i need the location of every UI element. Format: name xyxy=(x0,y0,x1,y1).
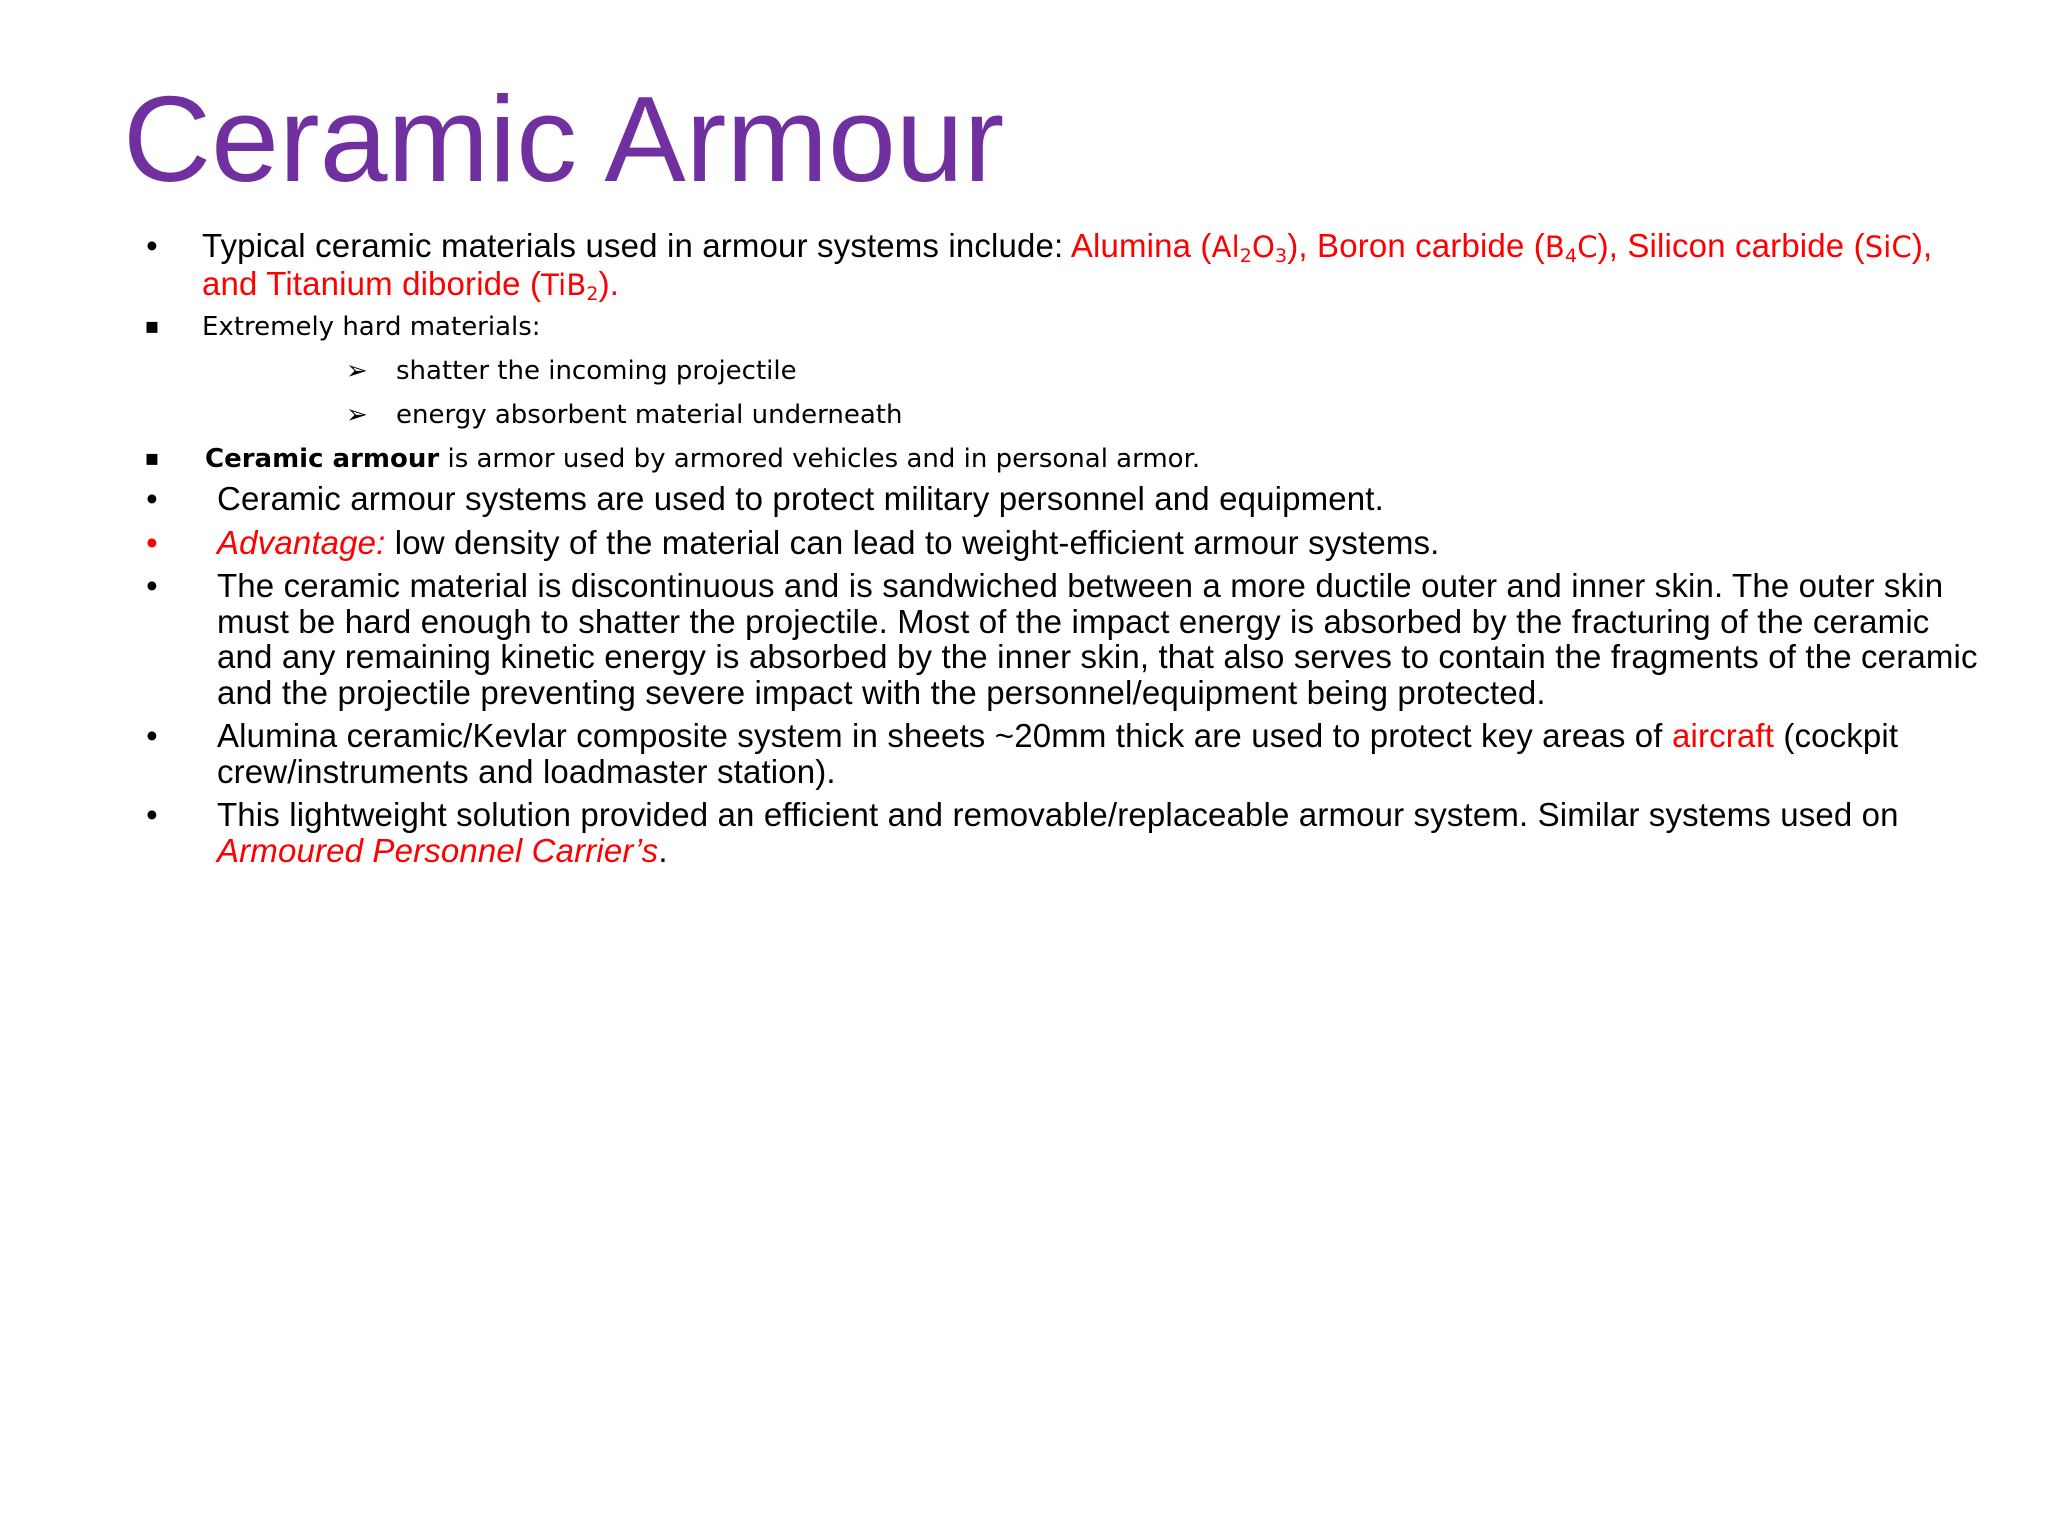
bullet-text-part: This lightweight solution provided an efficient and removable/replaceable armour system. Similar systems used on xyxy=(217,796,1899,833)
bullet-text xyxy=(202,228,1988,303)
bullet-dot-marker: • xyxy=(146,717,158,754)
slide-title: Ceramic Armour xyxy=(123,71,1005,207)
bullet-text-intro: Typical ceramic materials used in armour systems include: xyxy=(202,227,1071,264)
material-titanium-diboride: ), and Titanium diboride ( xyxy=(202,227,1933,302)
bullet-sandwich-structure xyxy=(0,568,2048,710)
bullet-text-part: Alumina ceramic/Kevlar composite system in sheets ~20mm thick are used to protect key areas of xyxy=(217,717,1672,754)
sub-item-text: shatter the incoming projectile xyxy=(396,356,797,386)
bullet-materials xyxy=(0,228,2048,303)
bullet-dot-marker: • xyxy=(146,567,158,604)
bullet-dot-marker: • xyxy=(146,523,158,561)
bullet-dot-marker: • xyxy=(146,480,158,517)
bullet-text xyxy=(217,525,1988,561)
bullet-text: The ceramic material is discontinuous and is sandwiched between a more ductile outer and inner skin. The outer skin must be hard enough to shatter the projectile. Most of the impact energy is absorbed by the fracturing of the ceramic and any remaining kinetic energy is absorbed by the inner skin, that also serves to contain the fragments of the ceramic and the projectile preventing severe impact with the personnel/equipment being protected. xyxy=(217,567,1978,711)
advantage-label: Advantage: xyxy=(217,523,386,561)
bullet-hard-materials xyxy=(0,305,2048,349)
bullet-square-marker: ▪ xyxy=(144,314,160,339)
arrow-bullet-icon: ➢ xyxy=(346,400,368,430)
formula-alumina: $Al_2O_3$ xyxy=(1211,230,1288,267)
bullet-text xyxy=(217,718,1988,789)
materials-end: ). xyxy=(598,264,620,302)
bullet-lightweight-solution xyxy=(0,797,2048,868)
material-alumina: Alumina ( xyxy=(1070,227,1212,264)
bullet-square-marker: ▪ xyxy=(144,446,160,471)
sub-item-absorbent xyxy=(0,393,2048,437)
bullet-text: Extremely hard materials: xyxy=(202,312,541,342)
material-silicon-carbide: ), Silicon carbide ( xyxy=(1597,227,1865,264)
material-boron-carbide: ), Boron carbide ( xyxy=(1287,227,1545,264)
sub-item-shatter xyxy=(0,349,2048,393)
bullet-dot-marker: • xyxy=(146,796,158,833)
bullet-text xyxy=(205,437,1988,481)
bullet-advantage xyxy=(0,525,2048,561)
bullet-alumina-kevlar xyxy=(0,718,2048,789)
formula-titanium-diboride: TiB$_2$ xyxy=(541,267,599,305)
sub-item-text: energy absorbent material underneath xyxy=(396,400,903,430)
bullet-text-part: . xyxy=(658,831,668,869)
bullet-text-part: (cockpit crew/instruments and loadmaster station). xyxy=(217,717,1899,790)
term-ceramic-armour: Ceramic armour xyxy=(205,444,440,474)
bullet-ceramic-armour-definition xyxy=(0,437,2048,481)
bullet-text xyxy=(217,797,1988,868)
bullet-list xyxy=(0,228,2048,868)
bullet-text: Ceramic armour systems are used to protect military personnel and equipment. xyxy=(217,480,1384,517)
bullet-protection xyxy=(0,481,2048,517)
formula-silicon-carbide: SiC xyxy=(1864,230,1912,264)
arrow-bullet-icon: ➢ xyxy=(346,356,368,386)
formula-boron-carbide: $B_4C$ xyxy=(1544,230,1598,267)
definition-text: is armor used by armored vehicles and in personal armor. xyxy=(439,444,1201,474)
advantage-text: low density of the material can lead to weight-efficient armour systems. xyxy=(385,523,1440,561)
highlight-apc: Armoured Personnel Carrier’s xyxy=(217,831,659,869)
bullet-dot-marker: • xyxy=(146,227,158,264)
highlight-aircraft: aircraft xyxy=(1671,717,1775,754)
